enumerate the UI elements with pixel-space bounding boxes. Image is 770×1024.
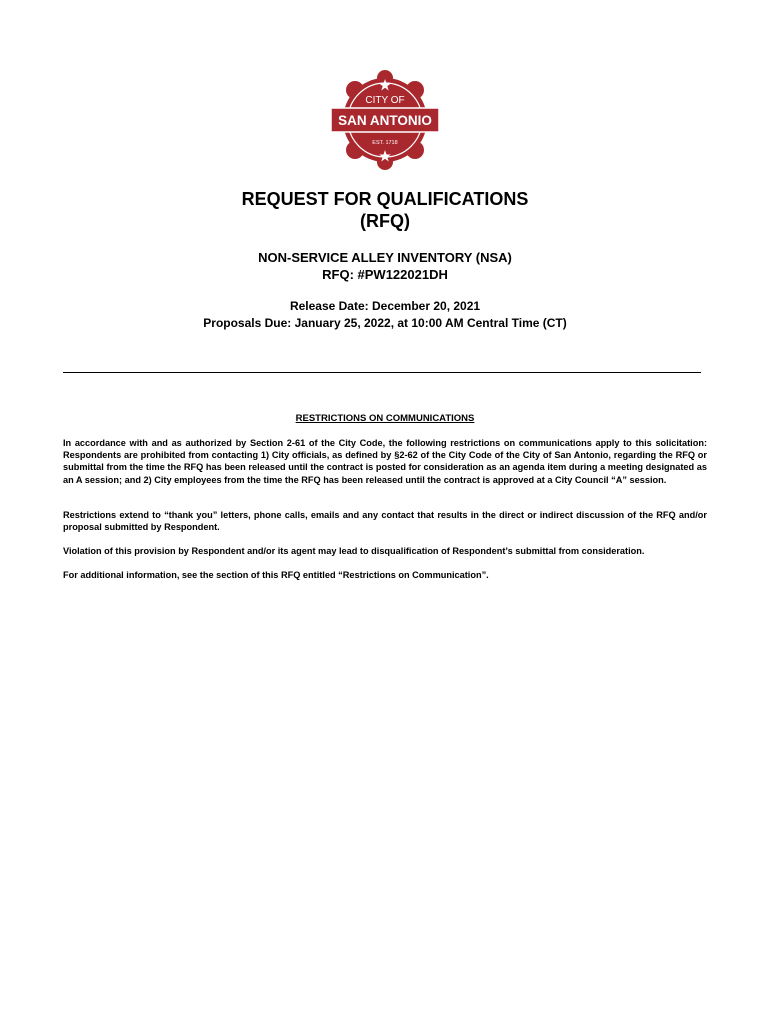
document-title-abbreviation: (RFQ) [360,211,410,231]
proposals-due-date: Proposals Due: January 25, 2022, at 10:00 AM Central Time (CT) [203,316,567,330]
restrictions-paragraph-4: For additional information, see the section of this RFQ entitled “Restrictions on Communication”. [63,570,489,580]
horizontal-divider [63,372,701,373]
project-name: NON-SERVICE ALLEY INVENTORY (NSA) [258,250,512,265]
restrictions-paragraph-1: In accordance with and as authorized by Section 2-61 of the City Code, the following restrictions on communications apply to this solicitation: Respondents are prohibited from contacting 1) City officials, as defined by §2-62 of the City Code of the City of San Antonio, regarding the RFQ or submittal from the time the RFQ has been released until the contract is posted for consideration as an agenda item during a meeting designated as an A session; and 2) City employees from the time the RFQ has been released until the contract is approved at a City Council “A” session. [63,438,707,485]
rfq-number: RFQ: #PW122021DH [322,267,448,282]
restrictions-paragraph-3: Violation of this provision by Respondent and/or its agent may lead to disqualification of Respondent’s submittal from consideration. [63,546,645,556]
city-of-san-antonio-seal [330,66,440,174]
release-date: Release Date: December 20, 2021 [289,299,481,313]
seal-top-text: CITY OF [365,95,405,106]
section-heading: RESTRICTIONS ON COMMUNICATIONS [295,413,475,424]
seal-est-text: EST. 1718 [372,140,398,146]
restrictions-paragraph-2: Restrictions extend to “thank you” letters, phone calls, emails and any contact that results in the direct or indirect discussion of the RFQ and/or proposal submitted by Respondent. [63,510,707,533]
document-title: REQUEST FOR QUALIFICATIONS [241,189,529,209]
seal-main-text: SAN ANTONIO [338,113,432,128]
